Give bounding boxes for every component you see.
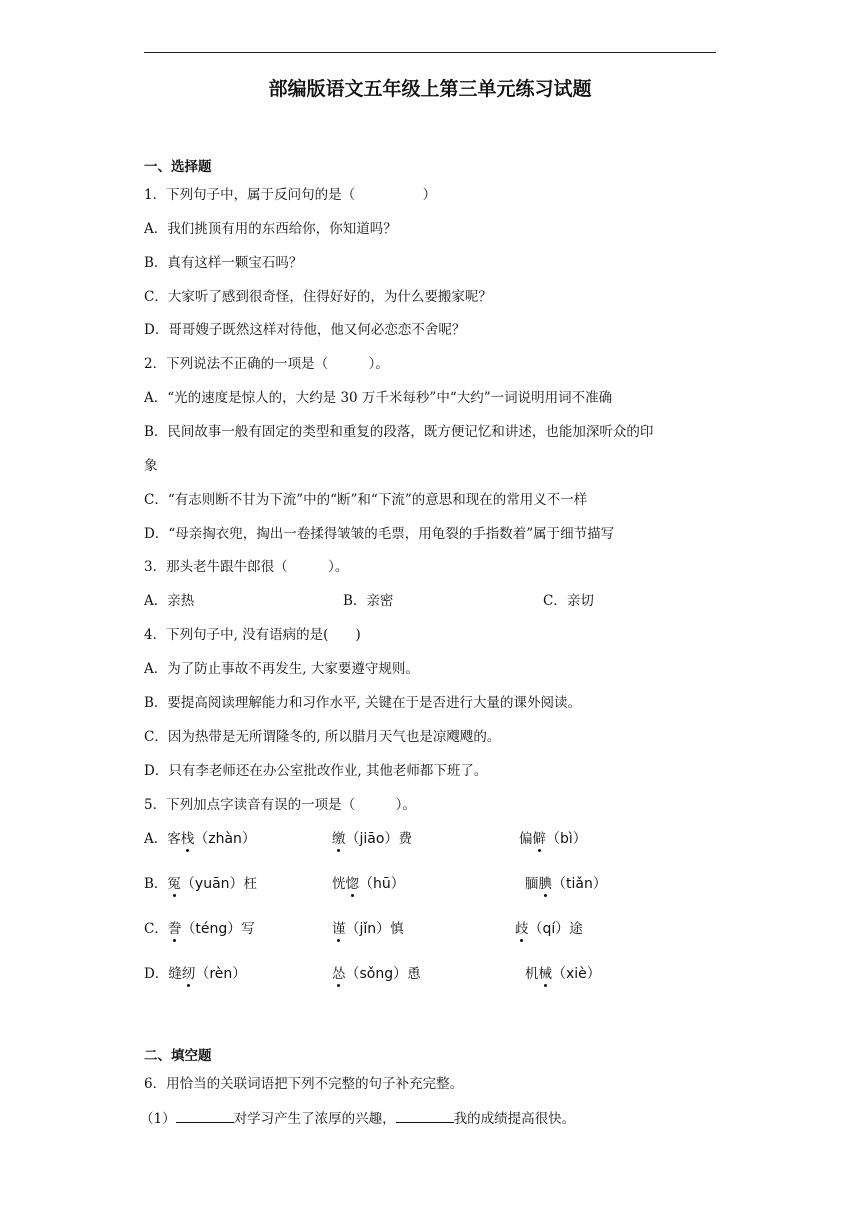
answer-blank[interactable]	[176, 1108, 234, 1123]
question-1-stem: 1．下列句子中，属于反问句的是（ ）	[144, 187, 437, 203]
question-4-stem: 4．下列句子中, 没有语病的是( )	[144, 627, 361, 643]
question-2-stem: 2．下列说法不正确的一项是（ ）。	[144, 356, 389, 372]
dotted-char: 惚	[345, 876, 359, 892]
pinyin-item: A．客栈（zhàn）	[144, 831, 256, 847]
dotted-char: 栈	[180, 831, 195, 847]
question-1-option-c: C．大家听了感到很奇怪，住得好好的，为什么要搬家呢？	[144, 289, 492, 305]
pinyin-item: 歧（qí）途	[515, 921, 583, 937]
dotted-char: 歧	[515, 921, 529, 937]
dotted-char: 誊	[167, 921, 182, 937]
question-3-stem: 3．那头老牛跟牛郎很（ ）。	[144, 559, 349, 575]
dotted-char: 怂	[332, 966, 346, 982]
dotted-char: 谨	[332, 921, 346, 937]
question-2-option-a: A．“光的速度是惊人的，大约是 30 万千米每秒”中“大约”一词说明用词不准确	[144, 390, 613, 406]
question-4-option-d: D．只有李老师还在办公室批改作业, 其他老师都下班了。	[144, 763, 488, 779]
question-2-option-c: C．“有志则断不甘为下流”中的“断”和“下流”的意思和现在的常用义不一样	[144, 492, 588, 508]
pinyin-item: 腼腆（tiǎn）	[525, 876, 607, 892]
question-1-option-b: B．真有这样一颗宝石吗？	[144, 255, 303, 271]
question-5-row-d	[144, 962, 724, 986]
question-4-option-c: C．因为热带是无所谓隆冬的, 所以腊月天气也是凉飕飕的。	[144, 729, 501, 745]
question-6-part-1: （1） 对学习产生了浓厚的兴趣， 我的成绩提高很快。	[140, 1108, 575, 1129]
question-6-stem: 6．用恰当的关联词语把下列不完整的句子补充完整。	[144, 1076, 464, 1092]
question-4-option-a: A．为了防止事故不再发生, 大家要遵守规则。	[144, 661, 419, 677]
question-1-option-d: D．哥哥嫂子既然这样对待他，他又何必恋恋不舍呢？	[144, 322, 466, 338]
pinyin-item: 机械（xiè）	[525, 966, 601, 982]
dotted-char: 缴	[332, 831, 346, 847]
question-3-option-b: B．亲密	[343, 593, 394, 609]
pinyin-item: 恍惚（hū）	[332, 876, 405, 892]
dotted-char: 冤	[167, 876, 181, 892]
dotted-char: 腆	[538, 876, 552, 892]
pinyin-item: 偏僻（bì）	[519, 831, 587, 847]
question-4-option-b: B．要提高阅读理解能力和习作水平, 关键在于是否进行大量的课外阅读。	[144, 695, 582, 711]
header-rule	[144, 52, 716, 53]
question-2-option-d: D．“母亲掏衣兜，掏出一卷揉得皱皱的毛票，用龟裂的手指数着”属于细节描写	[144, 526, 615, 542]
section-heading-fill: 二、填空题	[144, 1048, 212, 1064]
dotted-char: 纫	[181, 966, 196, 982]
answer-blank[interactable]	[396, 1108, 454, 1123]
pinyin-item: 谨（jǐn）慎	[332, 921, 404, 937]
pinyin-item: C．誊（téng）写	[144, 921, 255, 937]
question-3-options	[144, 589, 724, 613]
page-title: 部编版语文五年级上第三单元练习试题	[268, 78, 592, 100]
question-5-stem: 5．下列加点字读音有误的一项是（ ）。	[144, 797, 416, 813]
question-3-option-c: C．亲切	[543, 593, 594, 609]
question-5-row-b	[144, 872, 724, 896]
dotted-char: 僻	[532, 831, 546, 847]
question-2-option-b-continued: 象	[144, 458, 158, 474]
pinyin-item: 怂（sǒng）恿	[332, 966, 421, 982]
question-5-row-a	[144, 827, 724, 851]
pinyin-item: D．缝纫（rèn）	[144, 966, 247, 982]
question-1-option-a: A．我们挑顶有用的东西给你，你知道吗？	[144, 221, 397, 237]
pinyin-item: B．冤（yuān）枉	[144, 876, 258, 892]
section-heading-choice: 一、选择题	[144, 159, 212, 175]
dotted-char: 械	[538, 966, 552, 982]
question-2-option-b: B．民间故事一般有固定的类型和重复的段落，既方便记忆和讲述，也能加深听众的印	[144, 424, 654, 440]
question-5-row-c	[144, 917, 724, 941]
question-3-option-a: A．亲热	[144, 593, 195, 609]
pinyin-item: 缴（jiāo）费	[332, 831, 412, 847]
